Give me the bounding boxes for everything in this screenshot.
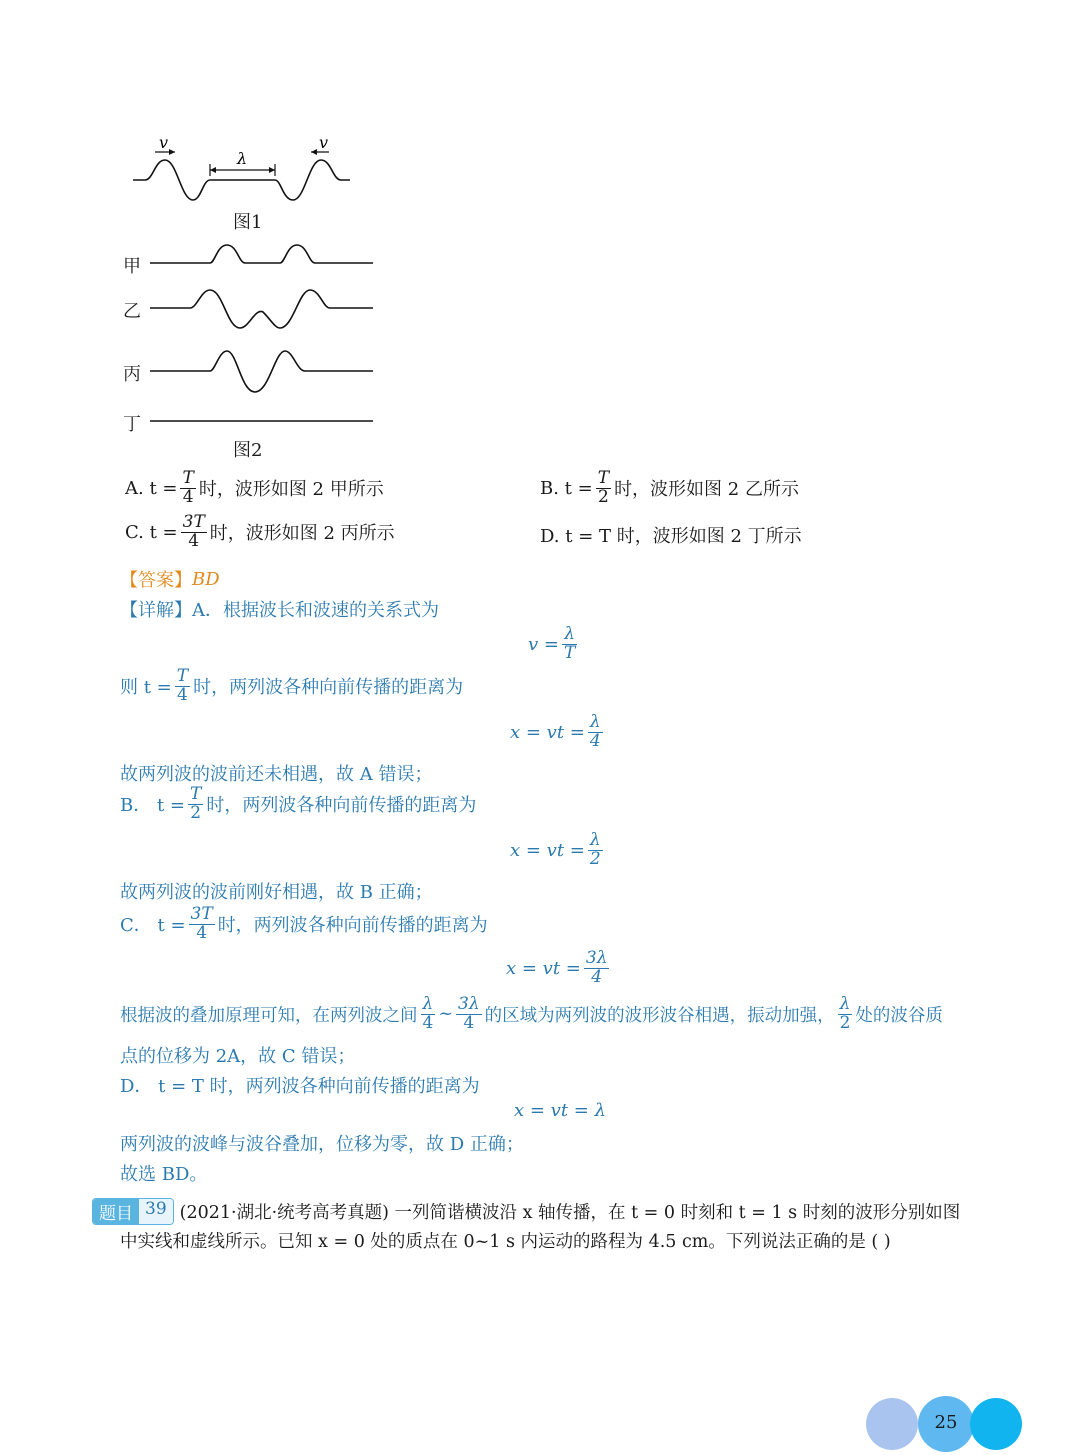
fig1-caption: 图1 — [233, 212, 263, 233]
answer-line: 【答案】 BD — [120, 568, 220, 591]
fig2-yi-wave — [150, 290, 373, 328]
eq1: v = $\frac{\lambda}{T}$ — [528, 624, 576, 663]
wave-figure — [115, 130, 395, 470]
option-d: D. t = T 时，波形如图 2 丁所示 — [540, 526, 802, 547]
solution-line4: B． t = $\frac{T}{2}$ 时，两列波各种向前传播的距离为 — [120, 784, 477, 823]
row-label-yi: 乙 — [123, 301, 141, 322]
solution-line2: 则 t = $\frac{T}{4}$ 时，两列波各种向前传播的距离为 — [120, 666, 464, 705]
fig2-caption: 图2 — [233, 440, 263, 461]
solution-line8: 点的位移为 2A，故 C 错误； — [120, 1046, 356, 1067]
question-39-line1: 题目 39 (2021·湖北·统考高考真题) 一列简谐横波沿 x 轴传播，在 t = 0 时刻和 t = 1 s 时刻的波形分别如图 — [92, 1198, 960, 1225]
solution-intro: 【详解】 A．根据波长和波速的关系式为 — [120, 600, 439, 621]
page-deco-right — [970, 1398, 1022, 1450]
fig2-bing-wave — [150, 351, 373, 392]
solution-line7: 根据波的叠加原理可知，在两列波之间 $\frac{\lambda}{4}$ ~ $\frac{3\lambda}{4}$ 的区域为两列波的波形波谷相遇，振动加强， $\frac{\lambda}{2}$ 处的波谷质 — [120, 994, 943, 1033]
row-label-ding: 丁 — [123, 414, 141, 435]
svg-text:v: v — [319, 133, 329, 152]
svg-text:λ: λ — [237, 149, 248, 168]
eq4: x = vt = $\frac{3\lambda}{4}$ — [506, 948, 608, 987]
row-label-jia: 甲 — [123, 256, 141, 277]
option-a: A. t = $\frac{T}{4}$ 时，波形如图 2 甲所示 — [125, 468, 384, 507]
row-label-bing: 丙 — [123, 364, 141, 385]
solution-line3: 故两列波的波前还未相遇，故 A 错误； — [120, 764, 433, 785]
eq5: x = vt = λ — [514, 1100, 607, 1121]
solution-line11: 故选 BD。 — [120, 1164, 208, 1185]
option-b: B. t = $\frac{T}{2}$ 时，波形如图 2 乙所示 — [540, 468, 799, 507]
solution-line6: C． t = $\frac{3T}{4}$ 时，两列波各种向前传播的距离为 — [120, 904, 488, 943]
page-deco-left — [866, 1398, 918, 1450]
question-tag: 题目 39 — [92, 1198, 174, 1225]
solution-line5: 故两列波的波前刚好相遇，故 B 正确； — [120, 882, 433, 903]
eq3: x = vt = $\frac{\lambda}{2}$ — [510, 830, 601, 869]
page-number: 25 — [934, 1412, 958, 1433]
fig2-jia-wave — [150, 245, 373, 263]
svg-text:v: v — [159, 133, 169, 152]
eq2: x = vt = $\frac{\lambda}{4}$ — [510, 712, 601, 751]
option-c: C. t = $\frac{3T}{4}$ 时，波形如图 2 丙所示 — [125, 512, 395, 551]
solution-line9: D． t = T 时，两列波各种向前传播的距离为 — [120, 1076, 480, 1097]
solution-line10: 两列波的波峰与波谷叠加，位移为零，故 D 正确； — [120, 1134, 524, 1155]
question-39-line2: 中实线和虚线所示。已知 x = 0 处的质点在 0~1 s 内运动的路程为 4.5 cm。下列说法正确的是 ( ) — [120, 1232, 891, 1252]
